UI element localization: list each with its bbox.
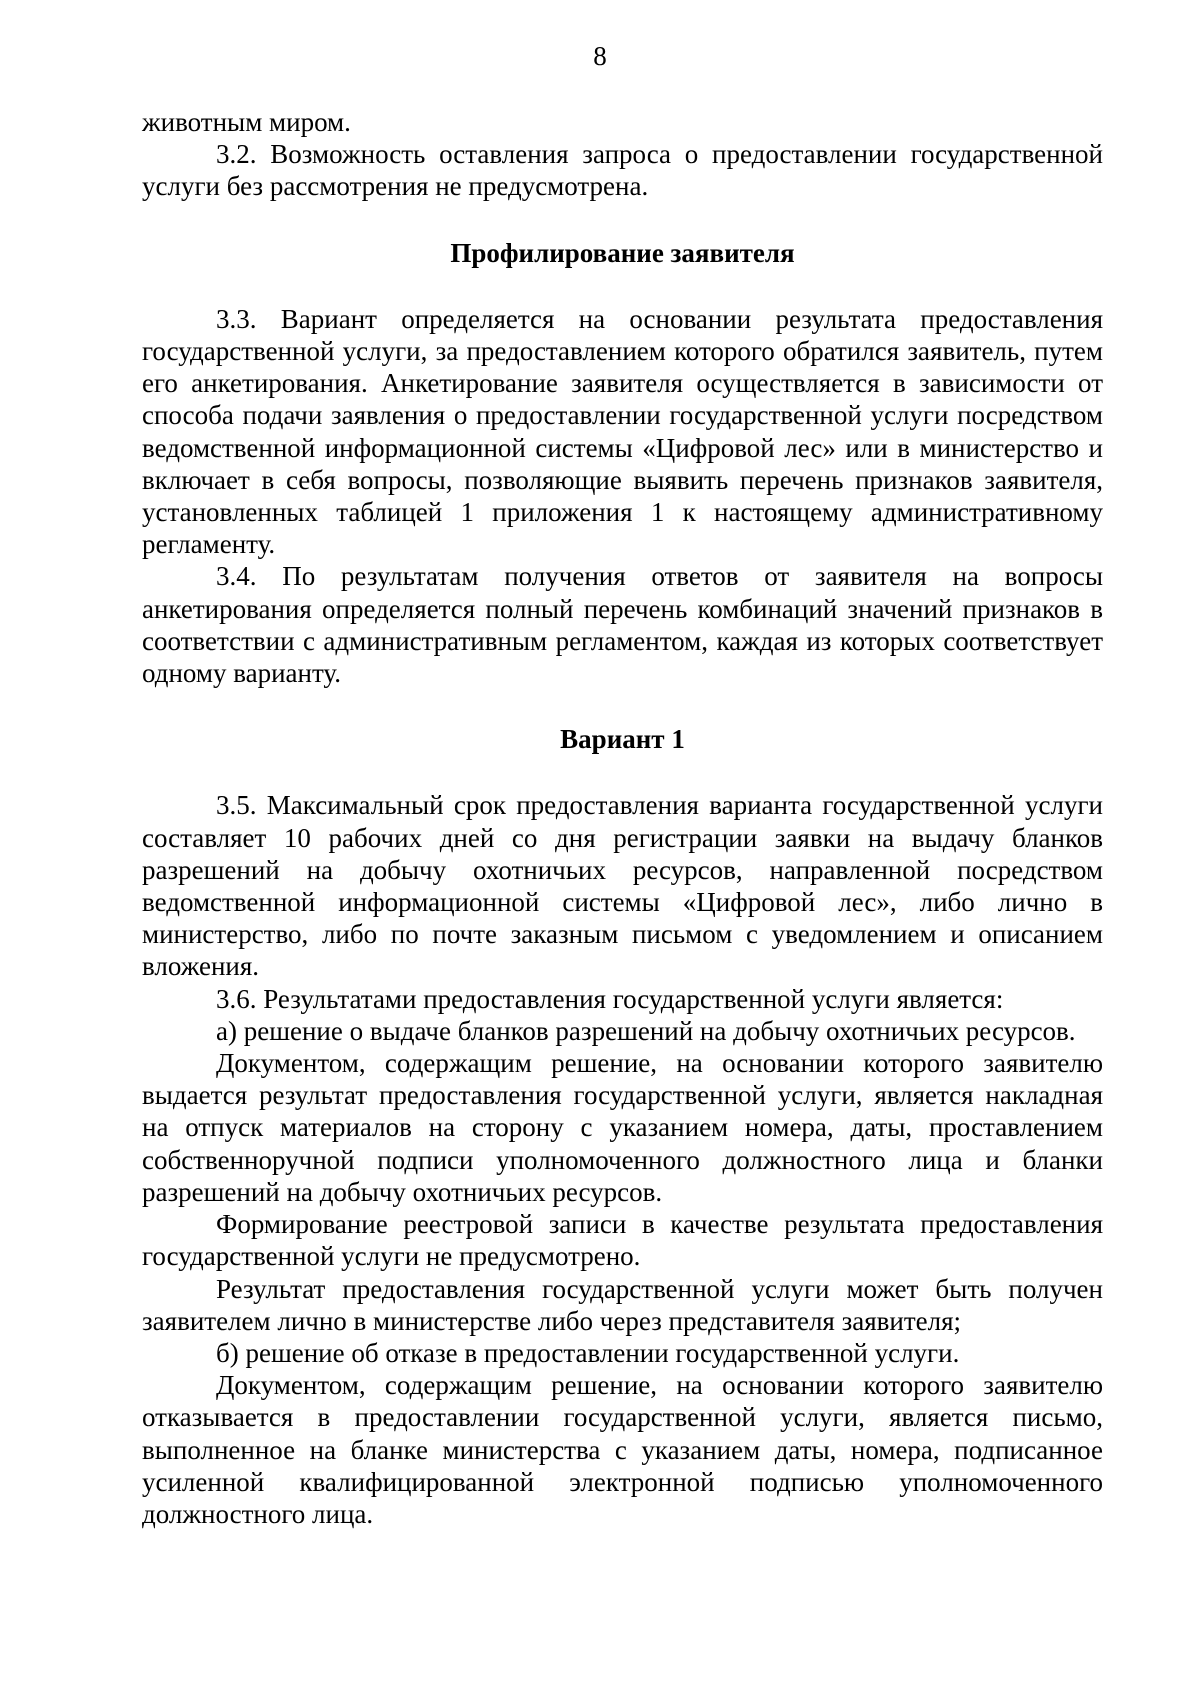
paragraph-item-a: а) решение о выдаче бланков разрешений на добычу охотничьих ресурсов. [216, 1015, 1076, 1046]
paragraph-3-3: 3.3. Вариант определяется на основании результата предоставления государственной услуги, за предоставлением которого обратился заявитель, путем его анкетирования. Анкетирование заявителя осуществляется в зависимости от способа подачи заявления о предоставлении государственной услуги посредством ведомственной информационной системы «Цифровой лес» или в министерство и включает в себя вопросы, позволяющие выявить перечень признаков заявителя, установленных таблицей 1 приложения 1 к настоящему административному регламенту. [142, 303, 1103, 560]
section-heading-variant-1: Вариант 1 [560, 724, 685, 755]
paragraph-registry-record: Формирование реестровой записи в качестве результата предоставления государственной услуги не предусмотрено. [142, 1209, 1103, 1272]
paragraph-3-5: 3.5. Максимальный срок предоставления варианта государственной услуги составляет 10 рабочих дней со дня регистрации заявки на выдачу бланков разрешений на добычу охотничьих ресурсов, направленной посредством ведомственной информационной системы «Цифровой лес», либо лично в министерство, либо по почте заказным письмом с уведомлением и описанием вложения. [142, 790, 1103, 982]
paragraph-document-refusal: Документом, содержащим решение, на основании которого заявителю отказывается в предоставлении государственной услуги, является письмо, выполненное на бланке министерства с указанием даты, номера, подписанное усиленной квалифицированной электронной подписью уполномоченного должностного лица. [142, 1370, 1103, 1529]
paragraph-3-6: 3.6. Результатами предоставления государственной услуги является: [216, 983, 1004, 1014]
page-number: 8 [593, 41, 607, 71]
paragraph-result-receipt: Результат предоставления государственной услуги может быть получен заявителем лично в министерстве либо через представителя заявителя; [142, 1273, 1103, 1336]
paragraph-3-2: 3.2. Возможность оставления запроса о предоставлении государственной услуги без рассмотрения не предусмотрена. [142, 139, 1103, 202]
document-body [142, 106, 1103, 1530]
paragraph-item-b: б) решение об отказе в предоставлении государственной услуги. [216, 1337, 960, 1368]
paragraph-continuation: животным миром. [142, 107, 351, 137]
paragraph-3-4: 3.4. По результатам получения ответов от заявителя на вопросы анкетирования определяется полный перечень комбинаций значений признаков в соответствии с административным регламентом, каждая из которых соответствует одному варианту. [142, 561, 1103, 689]
paragraph-document-approval: Документом, содержащим решение, на основании которого заявителю выдается результат предоставления государственной услуги, является накладная на отпуск материалов на сторону с указанием номера, даты, проставлением собственноручной подписи уполномоченного должностного лица и бланки разрешений на добычу охотничьих ресурсов. [142, 1048, 1103, 1207]
section-heading-profiling: Профилирование заявителя [450, 237, 795, 268]
